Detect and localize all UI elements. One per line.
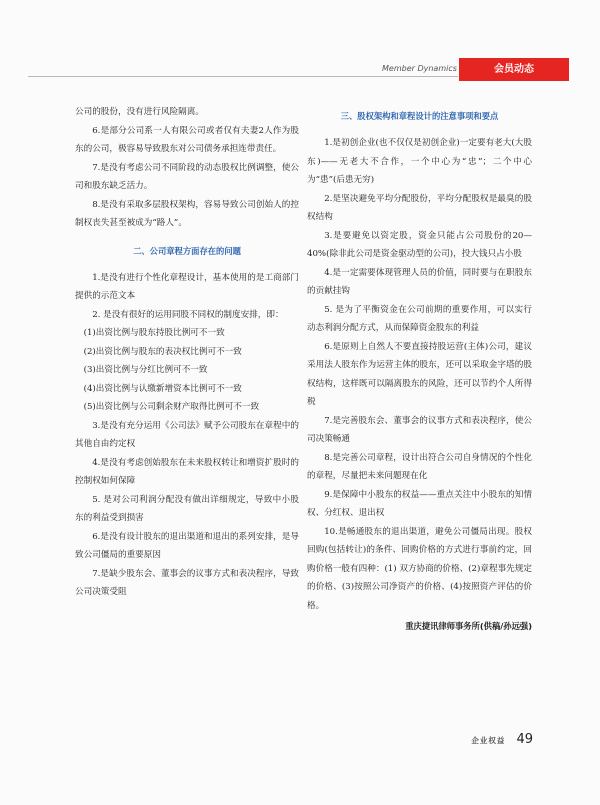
section-heading: 三、股权架构和章程设计的注意事项和要点 [340,111,499,121]
body-paragraph: 3.是没有充分运用《公司法》赋予公司股东在章程中的其他自由约定权 [75,420,299,449]
body-paragraph: 6.是原则上自然人不要直接持股运营(主体)公司，建议采用法人股东作为运营主体的股东，还可以采取金字塔的股权结构，这样既可以隔离股东的风险，还可以节约个人所得税 [307,341,532,407]
body-paragraph: 7.是没有考虑公司不同阶段的动态股权比例调整，使公司和股东缺乏活力。 [75,162,299,191]
body-paragraph: 4.是没有考虑创始股东在未来股权转让和增资扩股时的控制权如何保障 [75,457,299,486]
header-rule [28,76,458,77]
body-paragraph: 8.是没有采取多层股权架构，容易导致公司创始人的控制权丧失甚至被成为“路人”。 [75,199,299,228]
page-footer [471,728,533,747]
body-paragraph: 8.是完善公司章程，设计出符合公司自身情况的个性化的章程，尽量把未来问题现在化 [307,452,532,481]
list-item: (3)出资比例与分红比例可不一致 [83,365,208,375]
body-paragraph: 6.是没有设计股东的退出渠道和退出的系列安排，是导致公司僵局的重要原因 [75,531,299,560]
list-item: (1)出资比例与股东持股比例可不一致 [83,328,225,338]
author-signature: 重庆捷讯律师事务所(供稿/孙远强) [405,621,532,631]
body-paragraph: 5. 是为了平衡资金在公司前期的重要作用，可以实行动态利润分配方式，从而保障资金股东的利益 [307,304,532,333]
body-paragraph: 4.是一定需要体现管理人员的价值，同时要与在职股东的贡献挂钩 [307,267,532,296]
list-item: (2)出资比例与股东的表决权比例可不一致 [83,346,242,357]
list-item: (4)出资比例与认缴新增资本比例可不一致 [83,383,242,394]
body-paragraph: 7.是完善股东会、董事会的议事方式和表决程序，使公司决策畅通 [307,415,532,444]
body-paragraph: 7.是缺少股东会、董事会的议事方式和表决程序，导致公司决策受阻 [75,568,299,597]
body-paragraph: 1.是初创企业(也不仅仅是初创企业)一定要有老大(大股东)——无老大不合作，一个中心为“忠”；二个中心为“患”(后患无穷) [307,138,532,185]
magazine-name: 企业权益 [471,736,506,745]
section-heading: 二、公司章程方面存在的问题 [133,245,241,256]
body-paragraph: 2. 是没有很好的运用同股不同权的制度安排，即： [92,309,284,320]
body-paragraph: 10.是畅通股东的退出渠道，避免公司僵局出现。股权回购(包括转让)的条件、回购价格的方式进行事前约定，回购价格一般有四种：(1) 双方协商的价格、(2)章程事先规定的价格、(3)按照公司净资产的价格、(4)按照资产评估的价格。 [307,526,532,611]
section-title-en: Member Dynamics [382,64,457,73]
body-paragraph: 1.是没有进行个性化章程设计，基本使用的是工商部门提供的示范文本 [75,272,299,301]
section-tab: 会员动态 [459,58,569,81]
body-paragraph: 公司的股份，没有进行风险隔离。 [75,107,204,117]
list-item: (5)出资比例与公司剩余财产取得比例可不一致 [83,402,260,412]
left-column [75,103,299,602]
body-paragraph: 6.是部分公司系一人有限公司或者仅有夫妻2人作为股东的公司，极容易导致股东对公司债务承担连带责任。 [75,125,299,154]
body-paragraph: 2.是坚决避免平均分配股份，平均分配股权是最臭的股权结构 [307,193,532,222]
right-column [307,103,532,636]
body-paragraph: 5. 是对公司利润分配没有做出详细规定，导致中小股东的利益受到损害 [75,494,299,523]
body-paragraph: 3.是要避免以资定股，资金只能占公司股份的20—40%(除非此公司是资金驱动型的公司)，投大钱只占小股 [307,230,532,259]
body-paragraph: 9.是保障中小股东的权益——重点关注中小股东的知情权、分红权、退出权 [307,489,532,518]
page-number: 49 [516,732,533,747]
